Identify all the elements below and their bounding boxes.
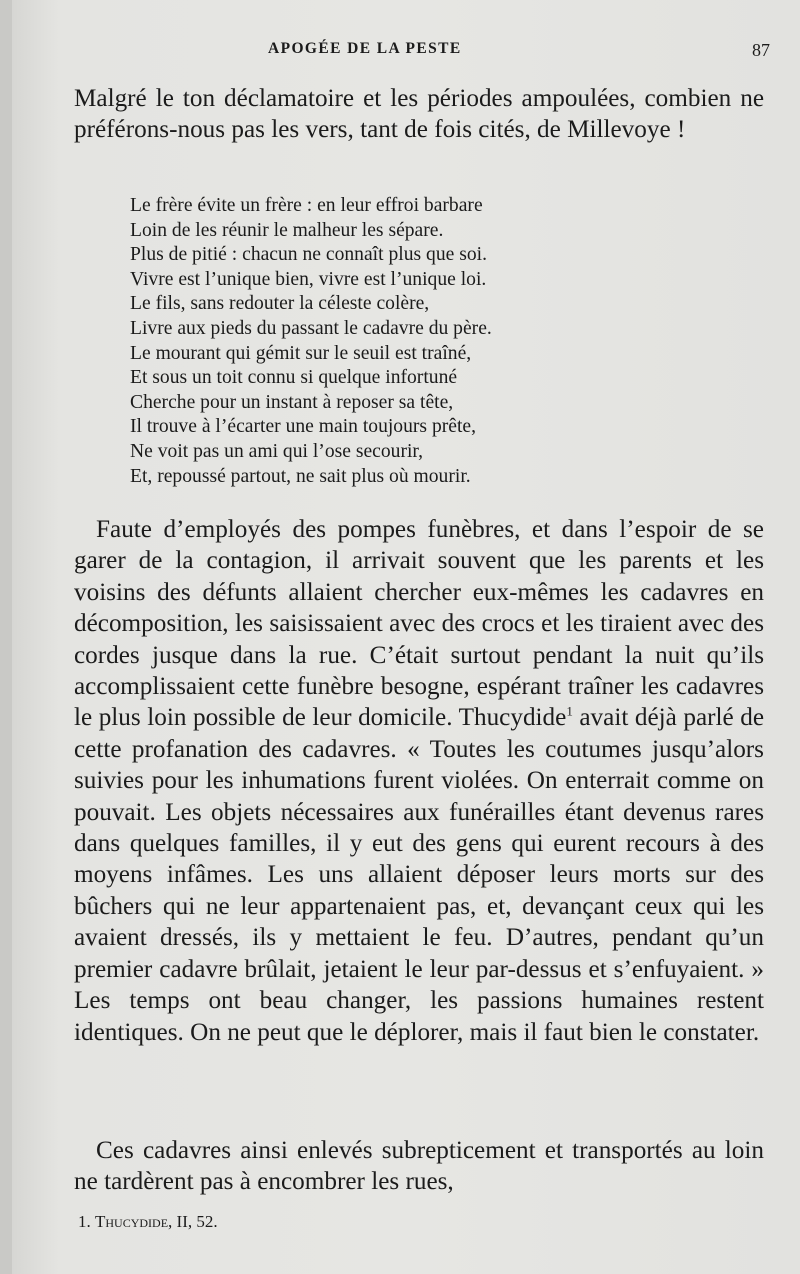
- verse-line: Le mourant qui gémit sur le seuil est traîné,: [130, 342, 472, 364]
- paragraph-2: [74, 514, 764, 1048]
- book-page: [12, 0, 800, 1274]
- paragraph-2-text-part1: Faute d’employés des pompes funèbres, et dans l’espoir de se garer de la contagion, il arrivait souvent que les parents et les voisins des défunts allaient chercher eux-mêmes les cadavres en décomposition, les saisissaient avec des crocs et les tiraient avec des cordes jusque dans la rue. C’était surtout pendant la nuit qu’ils accomplissaient cette funèbre besogne, espérant traîner les cadavres le plus loin possible de leur domicile. Thucydide: [74, 516, 764, 732]
- verse-line: Loin de les réunir le malheur les sépare.: [130, 219, 444, 241]
- footnote-marker[interactable]: 1: [566, 704, 573, 720]
- paragraph-1: [74, 83, 764, 146]
- page-number: 87: [752, 40, 770, 60]
- page-header: [12, 40, 800, 64]
- running-title: APOGÉE DE LA PESTE: [268, 40, 462, 57]
- paragraph-3-text: Ces cadavres ainsi enlevés subrepticement et transportés au loin ne tardèrent pas à encombrer les rues,: [74, 1137, 764, 1196]
- paragraph-1-text: Malgré le ton déclamatoire et les périodes ampoulées, combien ne préférons-nous pas les vers, tant de fois cités, de Millevoye !: [74, 85, 764, 144]
- verse-quotation: [130, 194, 750, 489]
- verse-line: Livre aux pieds du passant le cadavre du père.: [130, 317, 492, 339]
- verse-line: Le frère évite un frère : en leur effroi barbare: [130, 195, 483, 216]
- footnote: [78, 1212, 218, 1232]
- footnote-number: 1.: [78, 1212, 91, 1231]
- footnote-reference: , II, 52.: [168, 1212, 218, 1231]
- verse-line: Vivre est l’unique bien, vivre est l’unique loi.: [130, 268, 487, 290]
- paragraph-2-text: [74, 514, 764, 1048]
- verse-line: Plus de pitié : chacun ne connaît plus que soi.: [130, 244, 487, 266]
- paragraph-2-text-part2: avait déjà parlé de cette profanation des cadavres. « Toutes les coutumes jusqu’alors suivies pour les inhumations furent violées. On enterrait comme on pouvait. Les objets nécessaires aux funérailles étant devenus rares dans quelques familles, il y eut des gens qui eurent recours à des moyens infâmes. Les uns allaient déposer leurs morts sur des bûchers qui ne leur appartenaient pas, et, devançant ceux qui les avaient dressés, ils y mettaient le feu. D’autres, pendant qu’un premier cadavre brûlait, jetaient le leur par-dessus et s’enfuyaient. » Les temps ont beau changer, les passions humaines restent identiques. On ne peut que le déplorer, mais il faut bien le constater.: [74, 704, 765, 1046]
- verse-line: Ne voit pas un ami qui l’ose secourir,: [130, 440, 424, 462]
- footnote-author: Thucydide: [95, 1212, 169, 1231]
- verse-line: Et sous un toit connu si quelque infortuné: [130, 367, 458, 389]
- verse-line: Le fils, sans redouter la céleste colère,: [130, 293, 430, 315]
- paragraph-3: [74, 1135, 764, 1198]
- verse-line: Il trouve à l’écarter une main toujours prête,: [130, 416, 477, 438]
- verse-line: Et, repoussé partout, ne sait plus où mourir.: [130, 465, 471, 487]
- verse-line: Cherche pour un instant à reposer sa tête,: [130, 391, 454, 413]
